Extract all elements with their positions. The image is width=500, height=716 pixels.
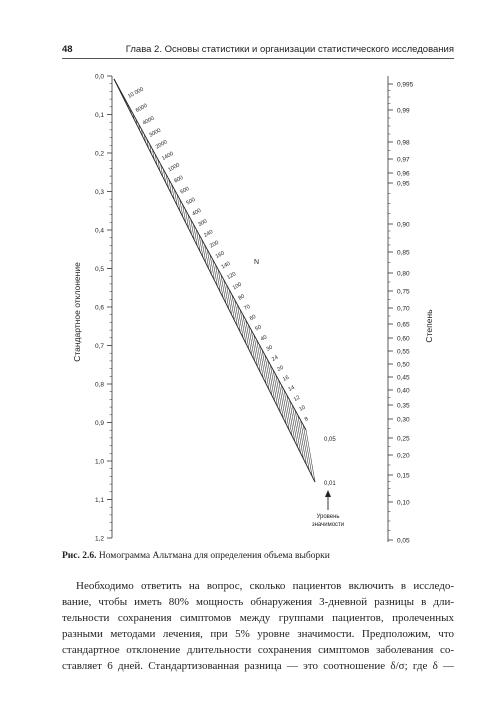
n-scale-hatch: [303, 425, 312, 476]
n-tick-label: 24: [270, 354, 280, 363]
sample-size-scale: [114, 79, 315, 482]
power-tick-label: 0,55: [397, 348, 410, 356]
power-tick-label: 0,995: [397, 81, 414, 89]
n-tick-label: 3000: [148, 127, 163, 139]
n-tick-label: 16: [281, 374, 291, 383]
power-tick-label: 0,60: [397, 335, 410, 343]
power-tick-label: 0,30: [397, 416, 410, 424]
power-tick-label: 0,20: [397, 452, 410, 460]
body-line: ставляет 6 дней. Стандартизованная разница — это соотношение δ/σ; где δ —: [62, 660, 454, 672]
power-tick-label: 0,05: [397, 537, 410, 545]
significance-label-line1: Уровень: [316, 514, 340, 520]
n-tick-label: 140: [220, 260, 232, 271]
body-line: тельности сохранения симптомов между группами пациентов, пролеченных: [62, 612, 454, 624]
n-tick-label: 500: [185, 196, 197, 207]
body-line: разными методами лечения, при 5% уровне значимости. Предположим, что: [62, 628, 454, 640]
n-tick-label: 10 000: [127, 86, 145, 100]
n-tick-label: 10: [298, 404, 307, 413]
figure-caption-text: Номограмма Альтмана для определения объема выборки: [98, 551, 330, 561]
n-tick-label: 80: [237, 293, 246, 302]
std-deviation-tick-label: 0,5: [94, 266, 104, 273]
power-tick-label: 0,96: [397, 170, 410, 178]
power-tick-label: 0,35: [397, 402, 410, 410]
std-deviation-tick-label: 0,6: [94, 304, 104, 312]
std-deviation-axis: [95, 74, 112, 543]
figure-caption: [62, 551, 330, 561]
power-tick-label: 0,50: [397, 361, 410, 369]
std-deviation-tick-label: 1,1: [94, 497, 104, 504]
running-header: [62, 44, 454, 58]
body-line: Необходимо ответить на вопрос, сколько пациентов включить в исследо-: [76, 580, 454, 592]
page-number: 48: [62, 44, 73, 55]
std-deviation-tick-label: 1,2: [94, 535, 104, 543]
n-label: N: [254, 259, 260, 266]
power-tick-label: 0,98: [397, 139, 410, 147]
n-tick-label: 240: [203, 229, 215, 239]
chapter-title: Глава 2. Основы статистики и организации статистического исследования: [125, 44, 454, 55]
power-axis-label: Степень: [424, 309, 434, 343]
n-tick-label: 160: [214, 250, 226, 261]
std-deviation-tick-label: 0,2: [94, 150, 104, 158]
n-tick-label: 120: [226, 271, 238, 281]
n-tick-label: 40: [259, 334, 269, 343]
power-tick-label: 0,70: [397, 305, 410, 313]
body-line: вание, чтобы иметь 80% мощность обнаружения 3-дневной разницы в дли-: [62, 596, 454, 608]
power-tick-label: 0,90: [397, 221, 410, 229]
figure-caption-label: Рис. 2.6.: [62, 551, 97, 561]
n-tick-label: 200: [208, 239, 220, 250]
body-line: стандартное отклонение длительности сохранения симптомов заболевания со-: [62, 644, 454, 656]
n-tick-label: 8: [303, 416, 310, 423]
n-scale-hatch: [306, 430, 315, 482]
body-paragraph: [62, 578, 454, 674]
n-tick-label: 2000: [154, 139, 169, 151]
n-tick-label: 60: [248, 314, 258, 323]
n-tick-label: 12: [292, 394, 302, 403]
n-tick-label: 50: [254, 324, 263, 333]
power-tick-label: 0,40: [397, 387, 410, 395]
n-tick-label: 14: [287, 384, 296, 393]
header-rule: [62, 58, 454, 59]
std-deviation-axis-label: Стандартное отклонение: [72, 262, 82, 362]
power-tick-label: 0,97: [397, 156, 410, 164]
std-deviation-tick-label: 0,0: [94, 73, 104, 81]
power-tick-label: 0,75: [397, 288, 410, 296]
power-axis: [388, 76, 414, 545]
std-deviation-tick-label: 0,9: [94, 420, 104, 427]
n-tick-label: 1400: [161, 150, 175, 163]
power-tick-label: 0,15: [397, 472, 410, 480]
n-tick-label: 300: [197, 218, 209, 229]
significance-001-label: 0,01: [324, 481, 336, 487]
power-tick-label: 0,95: [397, 180, 410, 188]
std-deviation-tick-label: 0,8: [94, 381, 104, 389]
n-tick-label: 1000: [167, 162, 181, 174]
std-deviation-tick-label: 1,0: [94, 458, 104, 466]
n-tick-label: 6000: [134, 102, 149, 115]
n-tick-label: 100: [231, 281, 243, 292]
significance-005-label: 0,05: [324, 437, 336, 443]
std-deviation-tick-label: 0,7: [94, 343, 104, 350]
n-tick-label: 70: [243, 303, 252, 313]
power-tick-label: 0,85: [397, 249, 410, 257]
significance-label-line2: значимости: [311, 522, 345, 528]
power-tick-label: 0,10: [397, 499, 410, 507]
n-tick-label: 30: [265, 344, 274, 353]
power-tick-label: 0,25: [397, 435, 410, 443]
n-tick-label: 800: [173, 174, 185, 185]
arrow-head: [325, 490, 331, 497]
power-tick-label: 0,65: [397, 321, 410, 329]
std-deviation-tick-label: 0,1: [94, 112, 104, 119]
n-tick-label: 4000: [141, 115, 156, 127]
std-deviation-tick-label: 0,3: [94, 189, 104, 196]
n-tick-label: 20: [276, 364, 285, 373]
up-arrow-icon: [325, 490, 331, 510]
n-tick-label: 400: [191, 207, 203, 218]
std-deviation-tick-label: 0,4: [94, 227, 104, 235]
n-tick-label: 600: [179, 185, 191, 196]
power-tick-label: 0,80: [397, 270, 410, 278]
power-tick-label: 0,45: [397, 374, 410, 382]
power-tick-label: 0,99: [397, 107, 410, 115]
altman-nomogram: [62, 64, 454, 548]
